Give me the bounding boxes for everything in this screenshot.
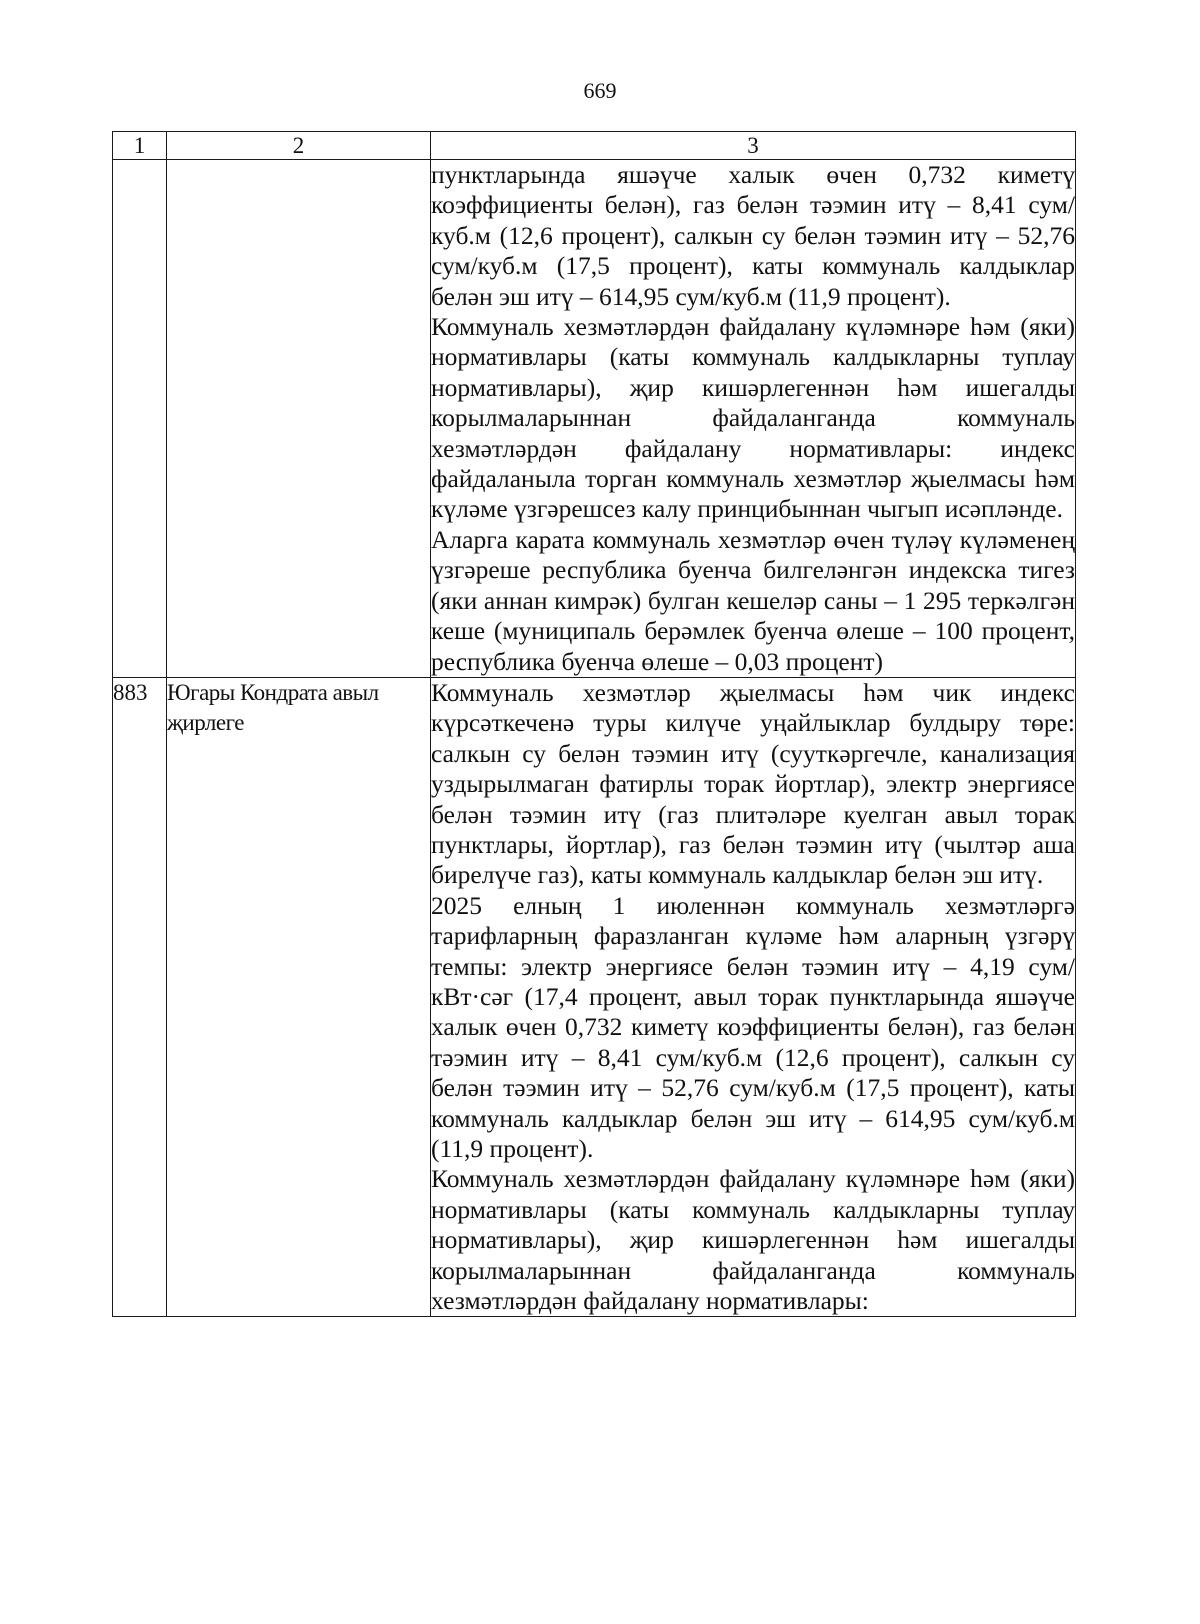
page-number: 669 <box>583 78 617 103</box>
table-header-row <box>113 132 1076 160</box>
column-header-name: 2 <box>167 132 431 160</box>
paragraph: 2025 елның 1 июленнән коммуналь хезмәтләргә тарифларның фаразланган күләме һәм аларның үзгәрү темпы: электр энергиясе белән тәэмин итү – 4,19 сум/кВт·сәг (17,4 процент, авыл торак пунктларында яшәүче халык өчен 0,732 киметү коэффициенты белән), газ белән тәэмин итү – 8,41 сум/куб.м (12,6 процент), салкын су белән тәэмин итү – 52,76 сум/куб.м (17,5 процент), каты коммуналь калдыклар белән эш итү – 614,95 сум/куб.м (11,9 процент). <box>431 890 1075 1163</box>
paragraph: Аларга карата коммуналь хезмәтләр өчен түләү күләменең үзгәреше республика буенча билгеләнгән индекска тигез (яки аннан кимрәк) булган кешеләр саны – 1 295 теркәлгән кеше (муниципаль берәмлек буенча өлеше – 100 процент, республика буенча өлеше – 0,03 процент) <box>431 524 1075 676</box>
paragraph: пунктларында яшәүче халык өчен 0,732 киметү коэффициенты белән), газ белән тәэмин итү – 8,41 сум/куб.м (12,6 процент), салкын су белән тәэмин итү – 52,76 сум/куб.м (17,5 процент), каты коммуналь калдыклар белән эш итү – 614,95 сум/куб.м (11,9 процент). <box>431 160 1075 311</box>
paragraph: Коммуналь хезмәтләрдән файдалану күләмнәре һәм (яки) нормативлары (каты коммуналь калдыкларны туплау нормативлары), җир кишәрлегеннән һәм ишегалды корылмаларыннан файдаланганда коммуналь хезмәтләрдән файдалану нормативлары: индекс файдаланыла торган коммуналь хезмәтләр җыелмасы һәм күләме үзгәрешсез калу принцибыннан чыгып исәпләнде. <box>431 312 1075 524</box>
row-description <box>431 677 1076 1317</box>
table-row <box>113 677 1076 1317</box>
column-header-description: 3 <box>431 132 1076 160</box>
column-header-number: 1 <box>113 132 167 160</box>
tariff-table <box>112 131 1076 1317</box>
row-description <box>431 160 1076 678</box>
settlement-name <box>167 160 431 678</box>
settlement-name: Югары Кондрата авыл җирлеге <box>167 677 431 1317</box>
paragraph: Коммуналь хезмәтләр җыелмасы һәм чик индекс күрсәткеченә туры килүче уңайлыклар булдыру төре: салкын су белән тәэмин итү (сууткәргечле, канализация уздырылмаган фатирлы торак йортлар), электр энергиясе белән тәэмин итү (газ плитәләре куелган авыл торак пунктлары, йортлар), газ белән тәэмин итү (чылтәр аша бирелүче газ), каты коммуналь калдыклар белән эш итү. <box>431 677 1075 890</box>
row-number <box>113 160 167 678</box>
row-number: 883 <box>113 677 167 1317</box>
table-row <box>113 160 1076 678</box>
paragraph: Коммуналь хезмәтләрдән файдалану күләмнәре һәм (яки) нормативлары (каты коммуналь калдыкларны туплау нормативлары), җир кишәрлегеннән һәм ишегалды корылмаларыннан файдаланганда коммуналь хезмәтләрдән файдалану нормативлары: <box>431 1164 1075 1316</box>
